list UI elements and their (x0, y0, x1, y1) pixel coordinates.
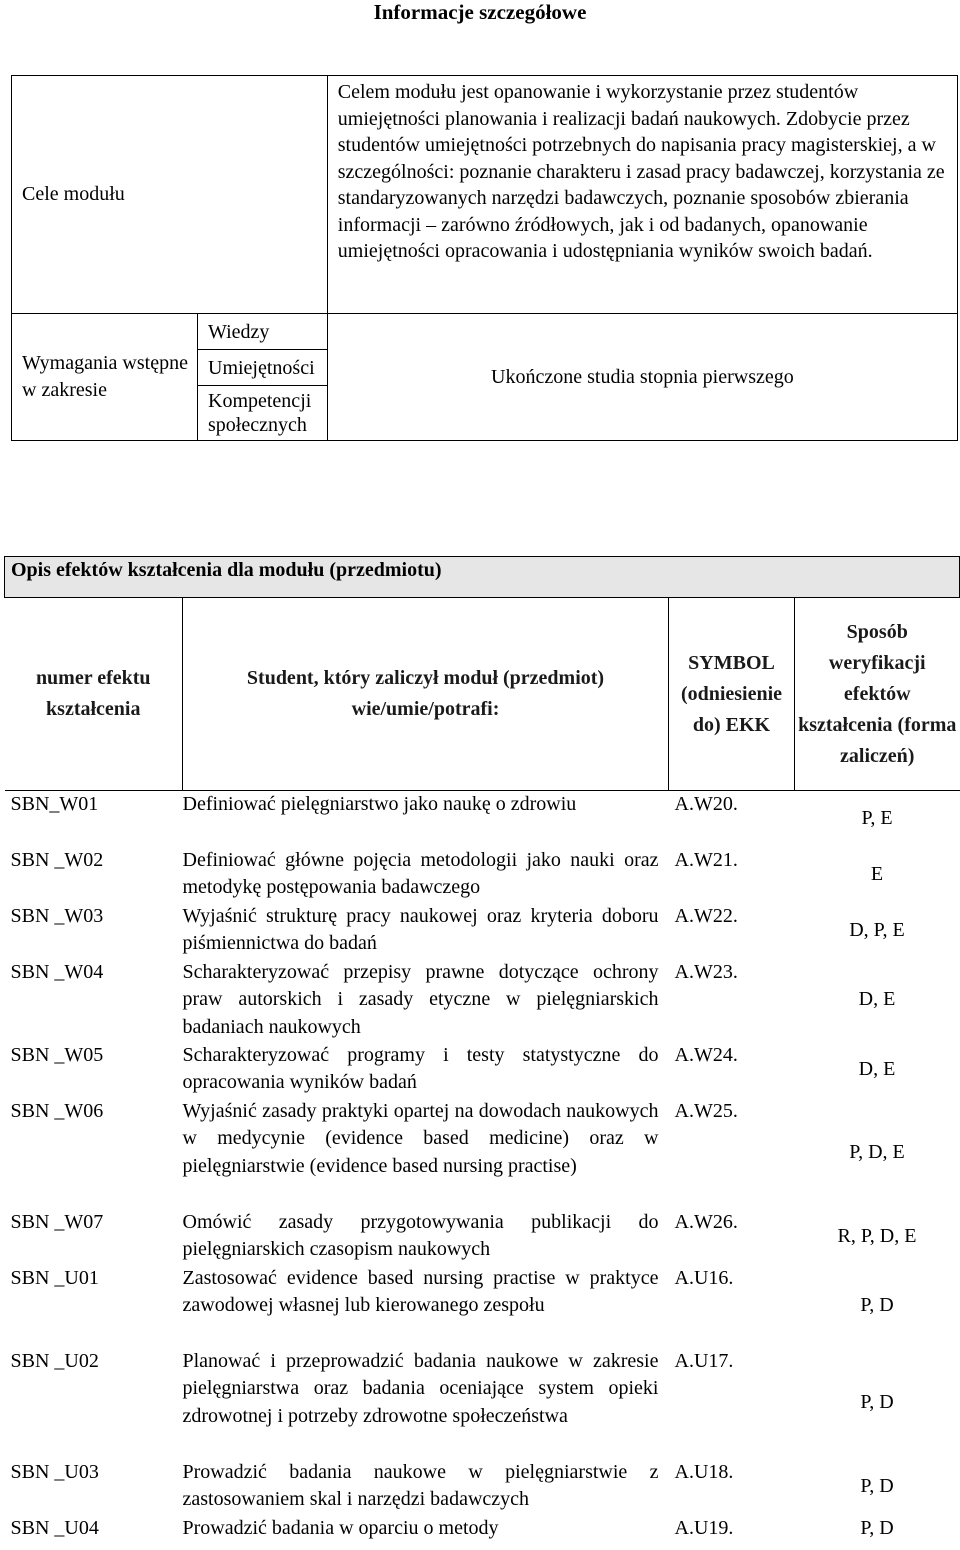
effect-description: Prowadzić badania naukowe w pielęgniarstwie z zastosowaniem skal i narzędzi badawczych (182, 1460, 659, 1510)
module-goals-text: Celem modułu jest opanowanie i wykorzystanie przez studentów umiejętności planowania i realizacji badań naukowych. Zdobycie przez studentów umiejętności potrzebnych do napisania pracy magisterskiej, a w szczególności: poznanie charakteru i zasad pracy badawczej, korzystania ze standaryzowanych narzędzi badawczych, poznanie sposobów zbierania informacji – zarówno źródłowych, jak i od badanych, opanowanie umiejętności opracowania i udostępniania wyników swoich badań. (327, 76, 957, 314)
effect-verification: E (870, 862, 884, 885)
effects-section-title: Opis efektów kształcenia dla modułu (przedmiotu) (5, 557, 960, 598)
effect-verification: P, D (860, 1294, 894, 1317)
effects-header-row (5, 598, 960, 791)
effect-verification: D, P, E (849, 918, 905, 941)
effect-description: Planować i przeprowadzić badania naukowe w zakresie pielęgniarstwa oraz badania oceniające system opieki zdrowotnej i potrzeby zdrowotne społeczeństwa (182, 1349, 659, 1427)
effect-description: Omówić zasady przygotowywania publikacji do pielęgniarskich czasopism naukowych (182, 1210, 659, 1260)
table-row (5, 903, 960, 959)
effect-verification: P, D, E (849, 1141, 905, 1164)
effect-symbol: A.U16. (674, 1266, 734, 1289)
table-row (5, 791, 960, 847)
effect-description: Definiować główne pojęcia metodologii jako nauki oraz metodykę postępowania badawczego (182, 848, 659, 898)
requirement-competences-label: Kompetencji społecznych (198, 386, 328, 441)
effect-symbol: A.W22. (674, 904, 738, 927)
effect-description: Scharakteryzować przepisy prawne dotyczące ochrony praw autorskich i zasady etyczne w pielęgniarskich badaniach naukowych (182, 960, 659, 1038)
effect-symbol: A.W21. (674, 848, 738, 871)
effect-description: Wyjaśnić strukturę pracy naukowej oraz kryteria doboru piśmiennictwa do badań (182, 904, 659, 954)
table-row (5, 847, 960, 903)
effect-verification: P, D (860, 1516, 894, 1539)
module-goals-label: Cele modułu (12, 76, 328, 314)
effect-code: SBN _W02 (10, 848, 104, 871)
table-row (5, 1265, 960, 1348)
header-verification: Sposób weryfikacji efektów kształcenia (forma zaliczeń) (795, 598, 960, 791)
requirements-value: Ukończone studia stopnia pierwszego (327, 314, 957, 441)
effect-code: SBN _U02 (10, 1349, 99, 1372)
header-description: Student, który zaliczył moduł (przedmiot) wie/umie/potrafi: (183, 598, 669, 791)
effect-code: SBN _U04 (10, 1516, 99, 1539)
module-info-table (11, 75, 958, 441)
table-row (5, 1348, 960, 1459)
effect-symbol: A.W23. (674, 960, 738, 983)
effect-symbol: A.U19. (674, 1516, 734, 1539)
effect-verification: R, P, D, E (837, 1224, 917, 1247)
table-row (5, 1209, 960, 1265)
effect-code: SBN _U03 (10, 1460, 99, 1483)
table-row (5, 1459, 960, 1515)
requirements-label: Wymagania wstępne w zakresie (12, 314, 198, 441)
effect-description: Definiować pielęgniarstwo jako naukę o zdrowiu (182, 793, 577, 815)
table-row (5, 959, 960, 1042)
effect-code: SBN_W01 (10, 793, 99, 815)
effect-symbol: A.W24. (674, 1043, 738, 1066)
module-goals-row (12, 76, 958, 314)
effect-code: SBN _W06 (10, 1099, 104, 1122)
page-title: Informacje szczegółowe (373, 0, 587, 24)
effect-description: Zastosować evidence based nursing practise w praktyce zawodowej własnej lub kierowanego zespołu (182, 1266, 659, 1316)
table-row (5, 1042, 960, 1098)
requirements-row (12, 314, 958, 350)
effect-symbol: A.U18. (674, 1460, 734, 1483)
effect-verification: P, D (860, 1474, 894, 1497)
effect-description: Prowadzić badania w oparciu o metody (182, 1516, 499, 1539)
effect-verification: D, E (858, 988, 896, 1011)
requirement-knowledge-label: Wiedzy (198, 314, 328, 350)
effect-description: Wyjaśnić zasady praktyki opartej na dowodach naukowych w medycynie (evidence based medicine) oraz w pielęgniarstwie (evidence based nursing practise) (182, 1099, 659, 1177)
effect-verification: P, D (860, 1391, 894, 1414)
effect-symbol: A.W20. (674, 793, 738, 815)
effect-code: SBN _W03 (10, 904, 104, 927)
table-row (5, 1515, 960, 1543)
effect-code: SBN _W05 (10, 1043, 104, 1066)
effect-code: SBN _W07 (10, 1210, 104, 1233)
effect-symbol: A.W26. (674, 1210, 738, 1233)
effect-code: SBN _U01 (10, 1266, 99, 1289)
effect-verification: D, E (858, 1057, 896, 1080)
learning-effects-table (4, 556, 960, 1542)
header-symbol: SYMBOL (odniesienie do) EKK (669, 598, 795, 791)
effect-verification: P, E (861, 807, 893, 829)
effect-symbol: A.U17. (674, 1349, 734, 1372)
effect-symbol: A.W25. (674, 1099, 738, 1122)
table-row (5, 1098, 960, 1209)
effect-code: SBN _W04 (10, 960, 104, 983)
header-number: numer efektu kształcenia (5, 598, 183, 791)
effect-description: Scharakteryzować programy i testy statystyczne do opracowania wyników badań (182, 1043, 659, 1093)
requirement-skills-label: Umiejętności (198, 350, 328, 386)
